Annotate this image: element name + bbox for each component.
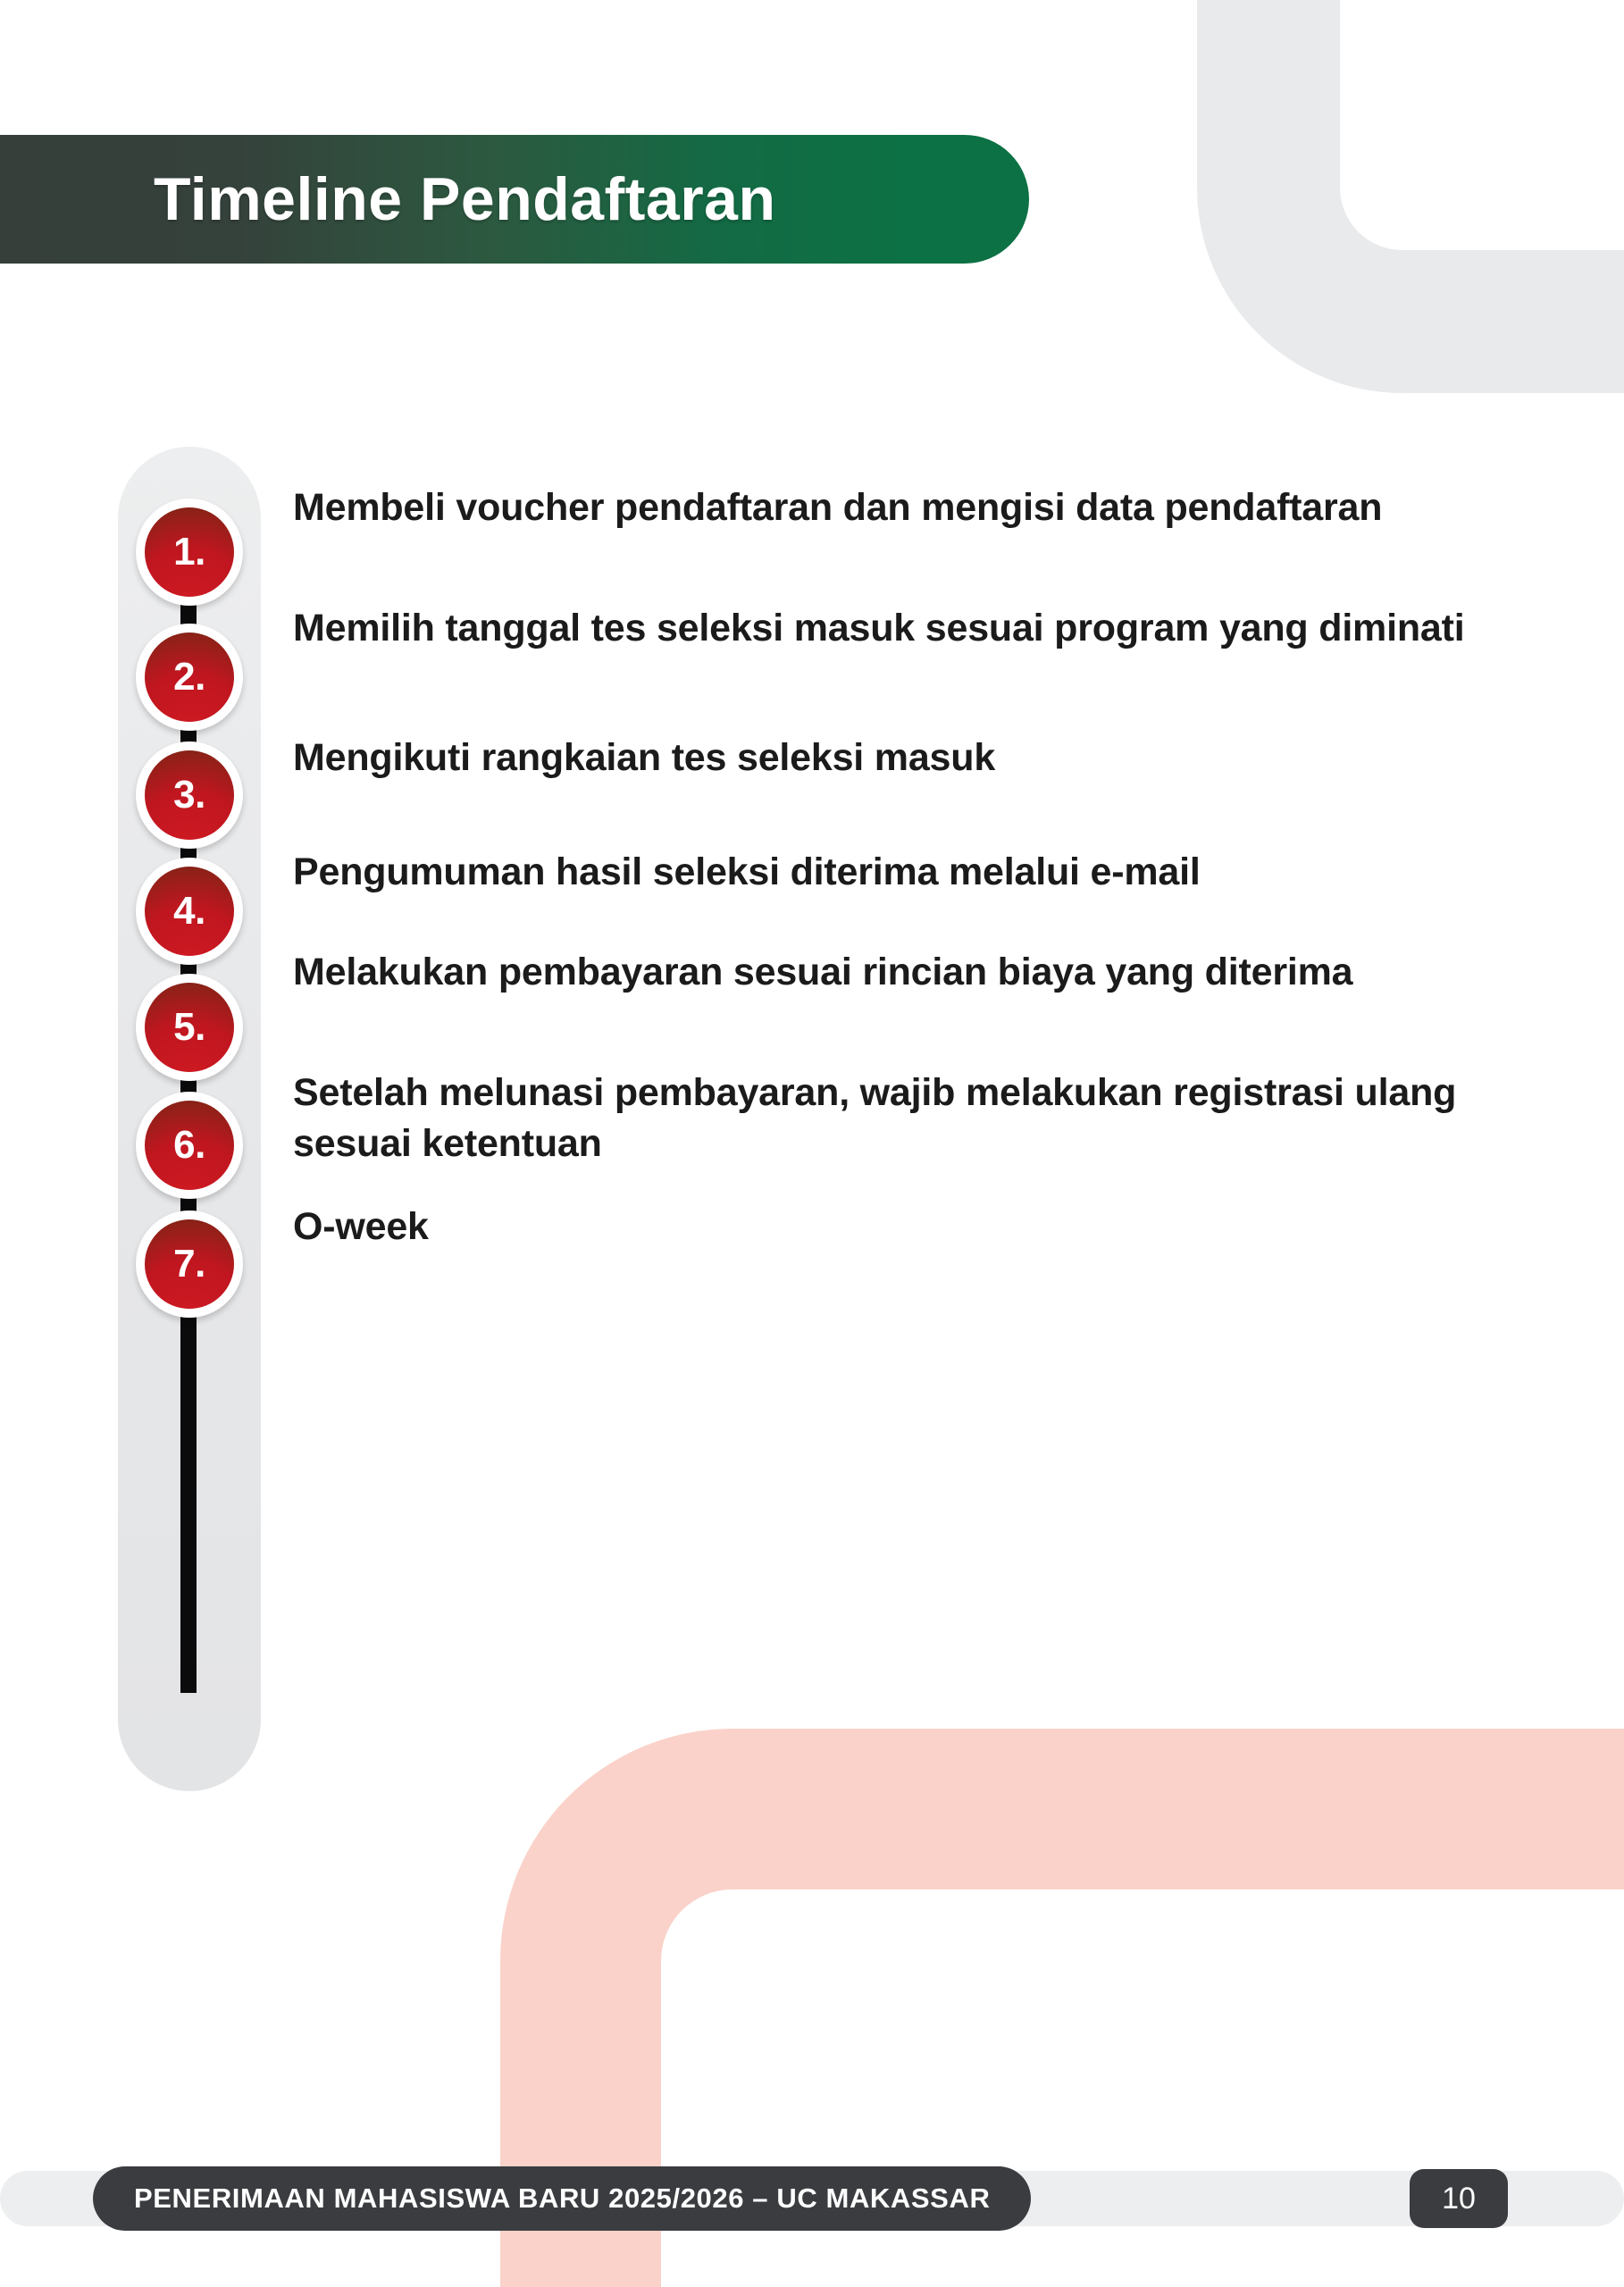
step-number-badge xyxy=(136,1211,243,1318)
title-banner xyxy=(0,135,1029,264)
step-number-label: 1. xyxy=(145,507,234,597)
step-number-label: 2. xyxy=(145,632,234,722)
step-description: Memilih tanggal tes seleksi masuk sesuai program yang diminati xyxy=(293,607,1465,649)
step-description: O-week xyxy=(293,1205,429,1248)
page-number-label: 10 xyxy=(1442,2181,1476,2216)
step-number-badge xyxy=(136,498,243,606)
step-number-label: 3. xyxy=(145,750,234,840)
page-title: Timeline Pendaftaran xyxy=(154,165,776,233)
step-description: Membeli voucher pendaftaran dan mengisi data pendaftaran xyxy=(293,486,1383,529)
step-number-label: 5. xyxy=(145,983,234,1072)
step-number-label: 6. xyxy=(145,1101,234,1190)
step-number-badge xyxy=(136,624,243,731)
step-description: Melakukan pembayaran sesuai rincian biaya yang diterima xyxy=(293,951,1353,993)
footer-label: PENERIMAAN MAHASISWA BARU 2025/2026 – UC MAKASSAR xyxy=(134,2182,991,2214)
footer-pill xyxy=(93,2166,1031,2231)
step-number-badge xyxy=(136,974,243,1081)
step-description: Setelah melunasi pembayaran, wajib melakukan registrasi ulang sesuai ketentuan xyxy=(293,1071,1457,1165)
step-number-badge xyxy=(136,1092,243,1199)
step-description: Mengikuti rangkaian tes seleksi masuk xyxy=(293,736,996,779)
decorative-gray-corner-shape xyxy=(1197,0,1624,393)
step-number-badge xyxy=(136,741,243,849)
step-number-label: 7. xyxy=(145,1219,234,1309)
page-number-badge xyxy=(1410,2169,1508,2228)
step-number-badge xyxy=(136,858,243,965)
step-description: Pengumuman hasil seleksi diterima melalui e-mail xyxy=(293,850,1201,893)
step-number-label: 4. xyxy=(145,867,234,956)
